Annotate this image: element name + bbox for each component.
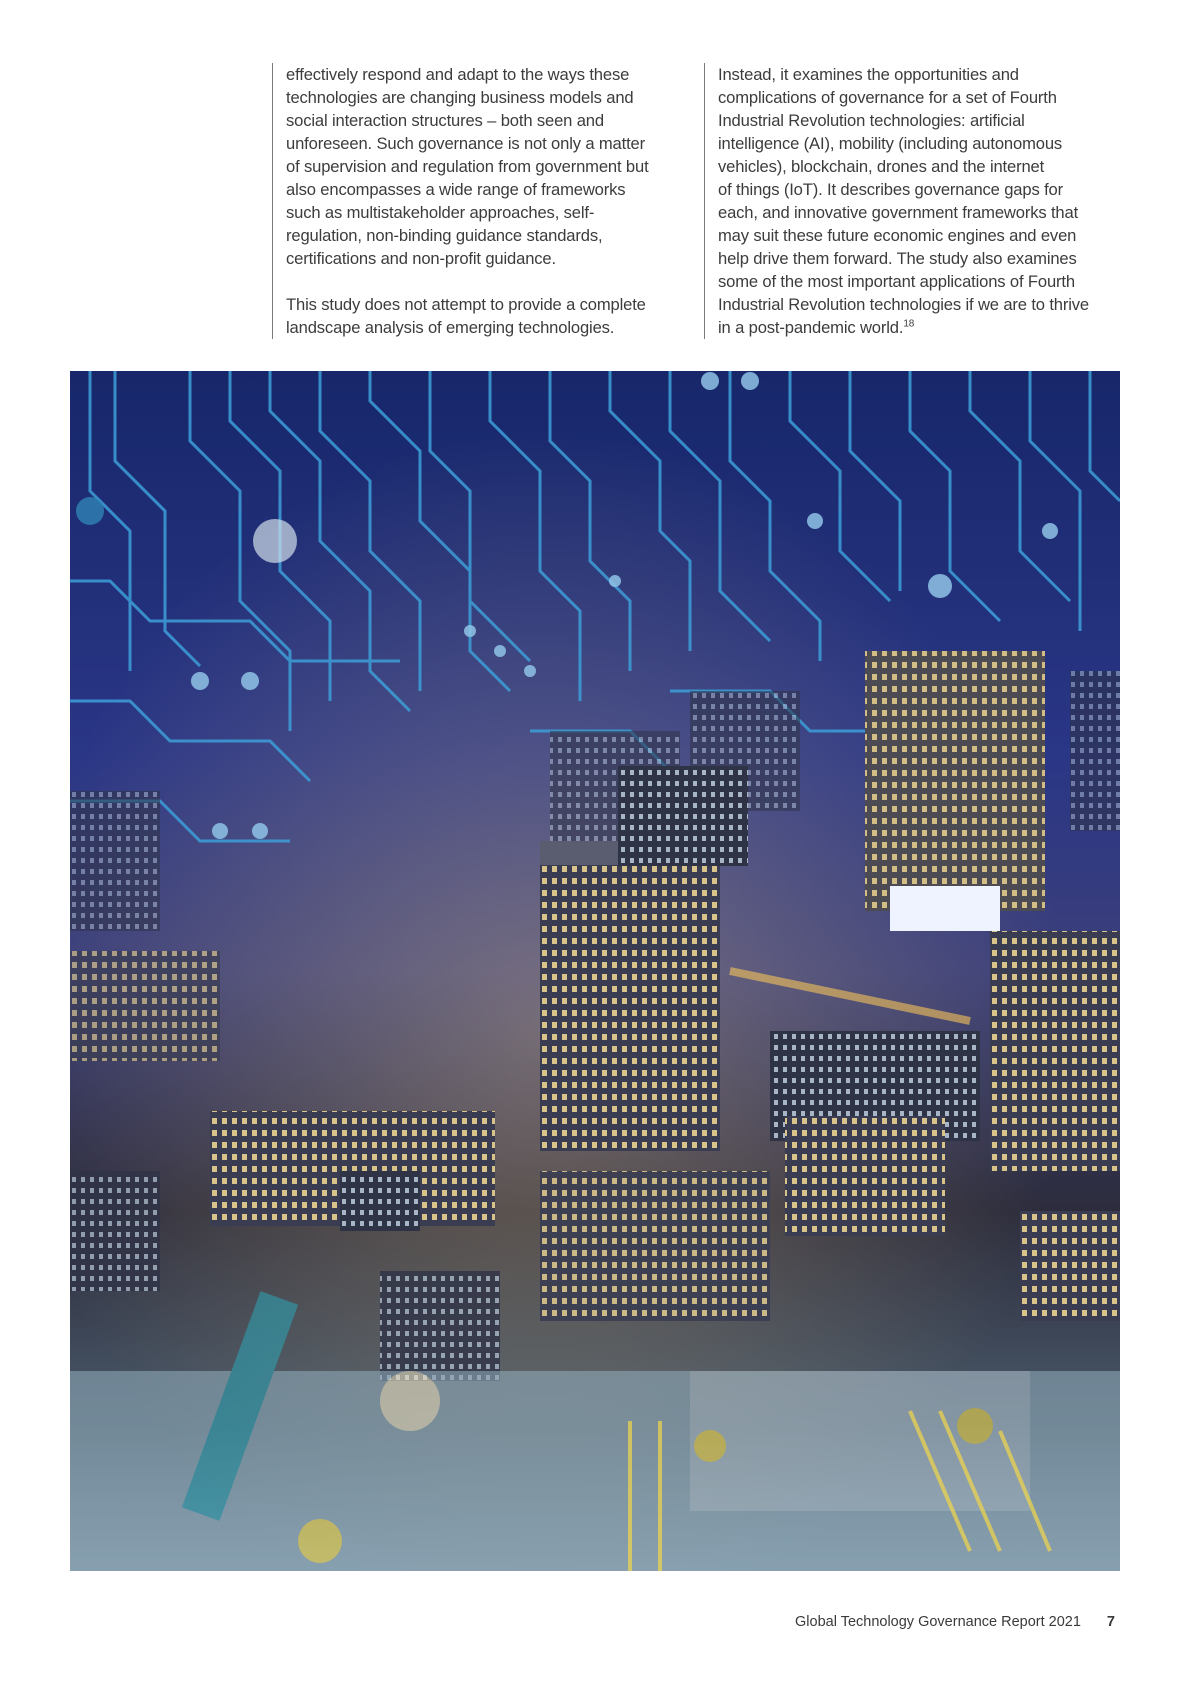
right-paragraph-1: [718, 63, 1130, 339]
page-footer: [795, 1614, 1115, 1630]
page-number: 7: [1106, 1614, 1115, 1630]
text-column-left: [272, 63, 698, 339]
left-paragraph-2: This study does not attempt to provide a complete landscape analysis of emerging technologies.: [286, 295, 646, 337]
right-paragraph-1-text: Instead, it examines the opportunities and complications of governance for a set of Fourth Industrial Revolution technologies: artificial intelligence (AI), mobility (including autonomous vehicles), blockchain, drones and the internet of things (IoT). It describes governance gaps for each, and innovative government frameworks that may suit these future economic engines and even help drive them forward. The study also examines some of the most important applications of Fourth Industrial Revolution technologies if we are to thrive in a post-pandemic world.: [718, 65, 1089, 337]
report-title: Global Technology Governance Report 2021: [795, 1614, 1081, 1630]
city-circuit-photo: [70, 371, 1120, 1571]
footnote-reference: 18: [903, 318, 915, 330]
hotel-tower: [540, 841, 720, 1151]
left-paragraph-1: effectively respond and adapt to the ways these technologies are changing business models and social interaction structures – both seen and unforeseen. Such governance is not only a matter of supervision and regulation from government but also encompasses a wide range of frameworks such as multistakeholder approaches, self- regulation, non-binding guidance standards, certifications and non-profit guidance.: [286, 65, 649, 268]
city-circuit-board-illustration: [70, 371, 1120, 1571]
text-column-right: [704, 63, 1130, 339]
tall-glass-tower: [865, 651, 1045, 931]
white-highrise: [618, 766, 748, 866]
